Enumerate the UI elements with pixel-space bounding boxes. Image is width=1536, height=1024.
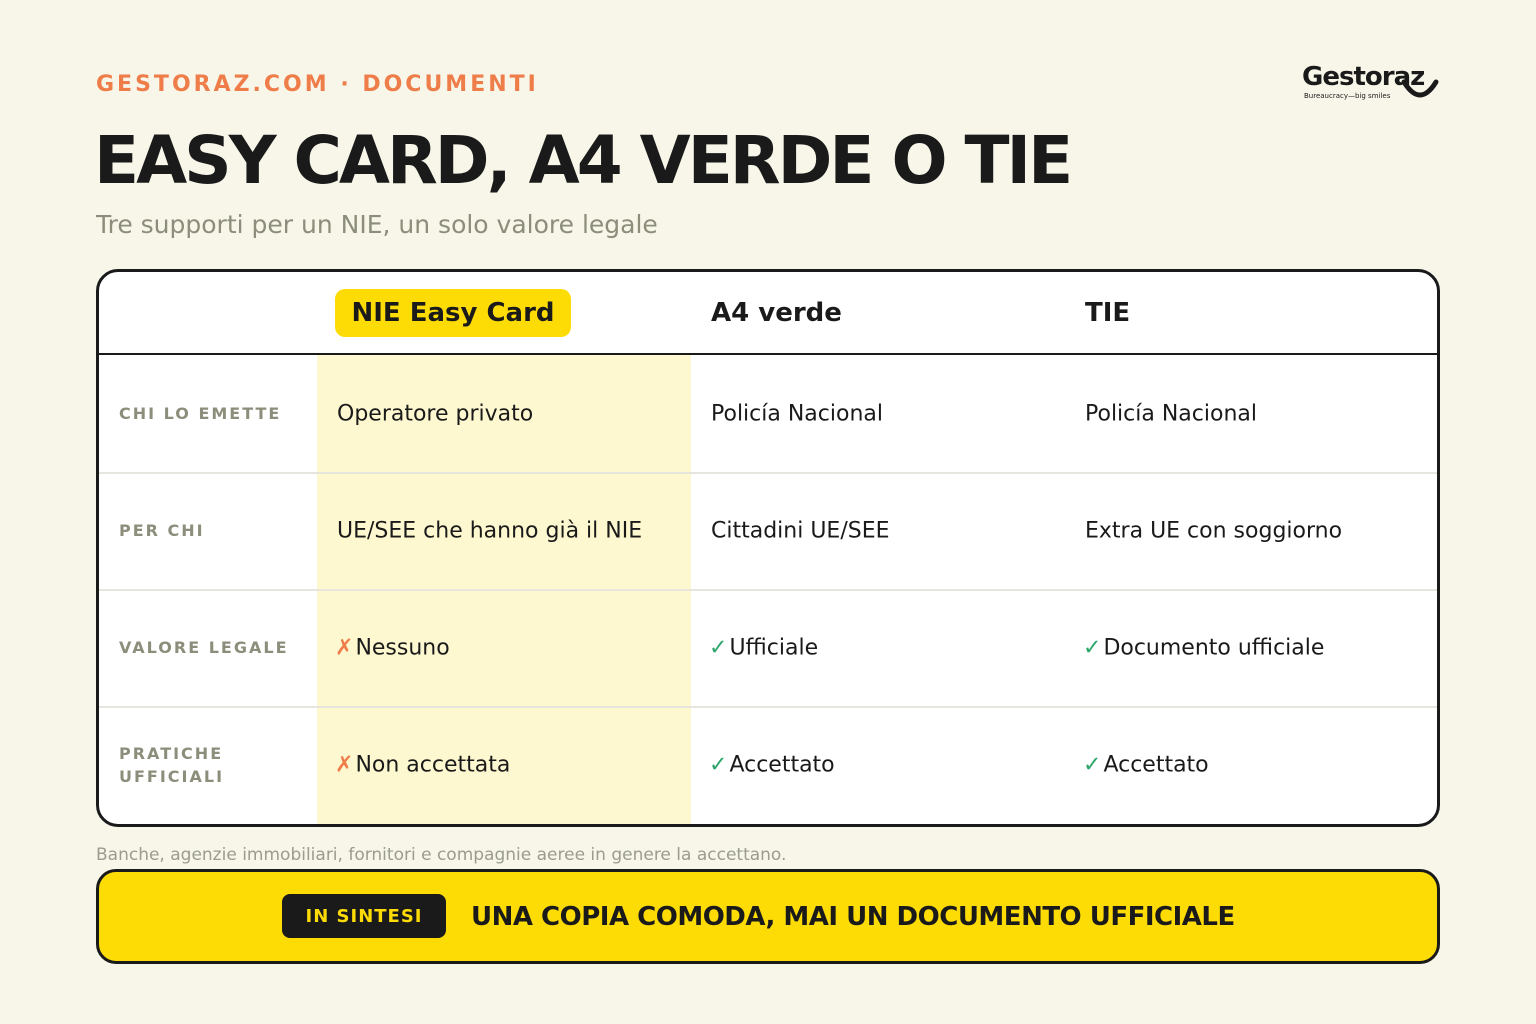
cell-text: Policía Nacional (1085, 401, 1257, 426)
cell-text: Accettato (729, 752, 835, 777)
logo-wordmark: Gestoraz (1302, 62, 1425, 92)
logo-tagline: Bureaucracy—big smiles (1304, 92, 1391, 100)
cell-text: Extra UE con soggiorno (1085, 518, 1343, 543)
eyebrow-label: GESTORAZ.COM · DOCUMENTI (96, 72, 539, 97)
table-row (99, 706, 1437, 823)
row-label-line: PRATICHE (119, 744, 224, 763)
cell-text: Operatore privato (337, 401, 534, 426)
table-cell (337, 518, 642, 543)
table-cell (335, 752, 510, 777)
cell-text: Policía Nacional (711, 401, 883, 426)
summary-text: UNA COPIA COMODA, MAI UN DOCUMENTO UFFICIALE (471, 902, 1235, 932)
table-cell (711, 518, 890, 543)
table-cell (1085, 401, 1257, 426)
column-header-tie: TIE (1085, 298, 1131, 328)
table-row (99, 589, 1437, 708)
summary-badge (282, 894, 446, 938)
column-header-a4-verde: A4 verde (711, 298, 842, 328)
table-cell (337, 401, 533, 426)
table-cell (709, 635, 818, 660)
page-subtitle: Tre supporti per un NIE, un solo valore legale (96, 210, 658, 239)
row-label-line: UFFICIALI (119, 767, 225, 786)
footnote: Banche, agenzie immobiliari, fornitori e compagnie aeree in genere la accettano. (96, 845, 787, 865)
row-label: VALORE LEGALE (119, 638, 289, 657)
cell-text: Cittadini UE/SEE (711, 518, 890, 543)
table-cell (711, 401, 883, 426)
cell-text: Nessuno (355, 635, 450, 660)
check-icon: ✓ (1083, 635, 1102, 660)
check-icon: ✓ (709, 752, 728, 777)
summary-badge-label: IN SINTESI (305, 905, 423, 927)
cell-text: Ufficiale (729, 635, 819, 660)
cell-text: Non accettata (355, 752, 511, 777)
cell-text: Accettato (1103, 752, 1209, 777)
cell-text: Documento ufficiale (1103, 635, 1325, 660)
smile-icon (1400, 78, 1440, 106)
page-title: EASY CARD, A4 VERDE O TIE (94, 122, 1071, 199)
summary-banner (96, 869, 1440, 964)
table-row (99, 355, 1437, 474)
row-label (119, 742, 224, 788)
cross-icon: ✗ (335, 635, 354, 660)
cell-text: UE/SEE che hanno già il NIE (337, 518, 643, 543)
check-icon: ✓ (1083, 752, 1102, 777)
row-label: PER CHI (119, 521, 205, 540)
table-cell (1083, 752, 1209, 777)
table-cell (335, 635, 450, 660)
column-pill-easy-card (335, 289, 571, 337)
table-header-row (99, 272, 1437, 355)
gestoraz-logo (1300, 62, 1442, 110)
table-cell (709, 752, 835, 777)
row-label: CHI LO EMETTE (119, 404, 282, 423)
cross-icon: ✗ (335, 752, 354, 777)
table-cell (1083, 635, 1324, 660)
column-header-easy-card: NIE Easy Card (351, 298, 555, 328)
table-cell (1085, 518, 1342, 543)
table-row (99, 472, 1437, 591)
check-icon: ✓ (709, 635, 728, 660)
comparison-table (96, 269, 1440, 827)
